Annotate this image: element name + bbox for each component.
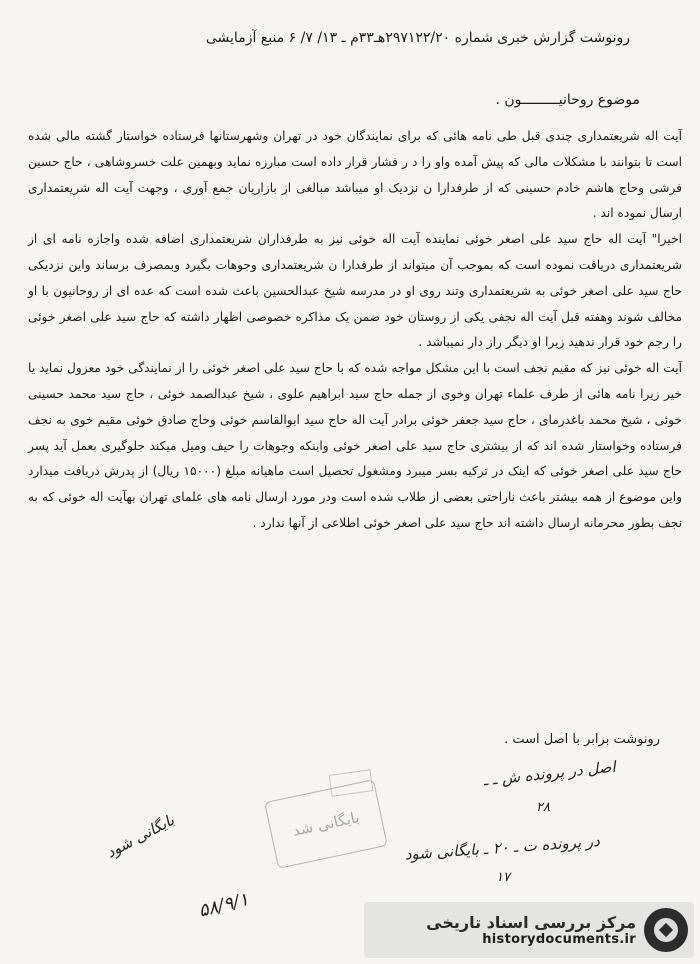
- handwritten-file-number: ۲۸: [536, 800, 550, 815]
- stamp-text: بایگانی شد: [291, 808, 361, 840]
- handwritten-file-note: اصل در پرونده ش ـ ـ: [482, 757, 617, 790]
- report-body: [28, 124, 682, 537]
- handwritten-archive-number: ۱۷: [496, 870, 510, 885]
- subject-line: موضوع روحانیـــــــــون .: [495, 92, 640, 108]
- handwritten-date: ۵۸/۹/۱: [196, 889, 251, 922]
- handwritten-margin-note: بایگانی شود: [103, 810, 178, 862]
- watermark-url: historydocuments.ir: [482, 932, 636, 947]
- handwritten-archive-note: در پرونده ت ـ ۲۰ ـ بایگانی شود: [404, 831, 601, 864]
- report-header: رونوشت گزارش خبری شماره ۲۹۷۱۲۲/۲۰هـ۳۳م ـ ۱۳/ ۷/ ۶ منبع آزمایشی: [205, 30, 630, 46]
- watermark-text: [426, 913, 636, 947]
- certified-copy-line: رونوشت برابر با اصل است .: [504, 732, 660, 747]
- watermark-title: مرکز بررسی اسناد تاریخی: [426, 913, 636, 932]
- source-watermark: [364, 902, 694, 958]
- body-paragraph-1: آیت اله شریعتمداری چندی قبل طی نامه هائی که برای نمایندگان خود در تهران وشهرستانها فرستاده خواستار گشته مالی شده است تا بتوانند با مشکلات مالی که پیش آمده واو را د ر فشار قرار داده است مبارزه نماید وبهمین علت خسروشاهی ، حاج حسین فرشی وحاج هاشم خادم حسینی که از طرفدارا ن نزدیک او میباشد مبالغی از بازاریان جمع آوری ، وجهت آیت اله شریعتمداری ارسال نموده اند .: [28, 129, 682, 221]
- body-paragraph-3: آیت اله خوئی نیز که مقیم نجف است با این مشکل مواجه شده که با حاج سید علی اصغر خوئی را از نمایندگی خود معزول نماید یا خیر زیرا نامه هائی از طرف علماء تهران وخوی از جمله حاج سید ابراهیم علوی ، شیخ عبدالصمد خوئی ، حاج سید محمد حسینی خوئی ، شیخ محمد باغدرمای ، حاج سید جعفر خوئی برادر آیت اله حاج سید ابوالقاسم خوئی وحاج صادق خوئی مقیم خوی به نجف فرستاده وخواستار شده اند که از بیشتری حاج سید علی اصغر خوئی وابنکه وجوهات را حیف ومیل میکند جلوگیری بعمل آید پسر حاج سید علی اصغر خوئی که اینک در ترکیه بسر میبرد ومشغول تحصیل است ماهیانه مبلغ (۱۵۰۰۰ ریال) از پدرش دریافت میدارد واین موضوع از همه بیشتر باعث ناراحتی بعضی از طلاب شده است ودر مورد ارسال نامه های علمای تهران بهآیت اله خوئی که به نجف بطور محرمانه ارسال داشته اند حاج سید علی اصغر خوئی اطلاعی از آنها ندارد .: [28, 361, 682, 530]
- body-paragraph-2: اخیرا" آیت اله حاج سید علی اصغر خوئی نماینده آیت اله خوئی نیز به طرفداران شریعتمداری اضافه شده واجازه نامه ای از شریعتمداری دریافت نموده است که بموجب آن میتواند از طرفدارا ن شریعتمداری وجوهات بگیرد وبمصرف برساند واین نزدیکی حاج سید علی اصغر خوئی به شریعتمداری وتند روی او در مدرسه شیخ عبدالحسین باعث شده است که عده ای از روحانیون با او مخالف شوند وهفته قبل آیت اله نجفی یکی از روستان خود ضمن یک مذاکره خصوصی اظهار داشته که حاج سید علی اصغر خوئی را رجم خود قرار ندهید زیرا او دیگر راز دار نمیباشد .: [28, 232, 682, 350]
- history-center-logo-icon: [644, 908, 688, 952]
